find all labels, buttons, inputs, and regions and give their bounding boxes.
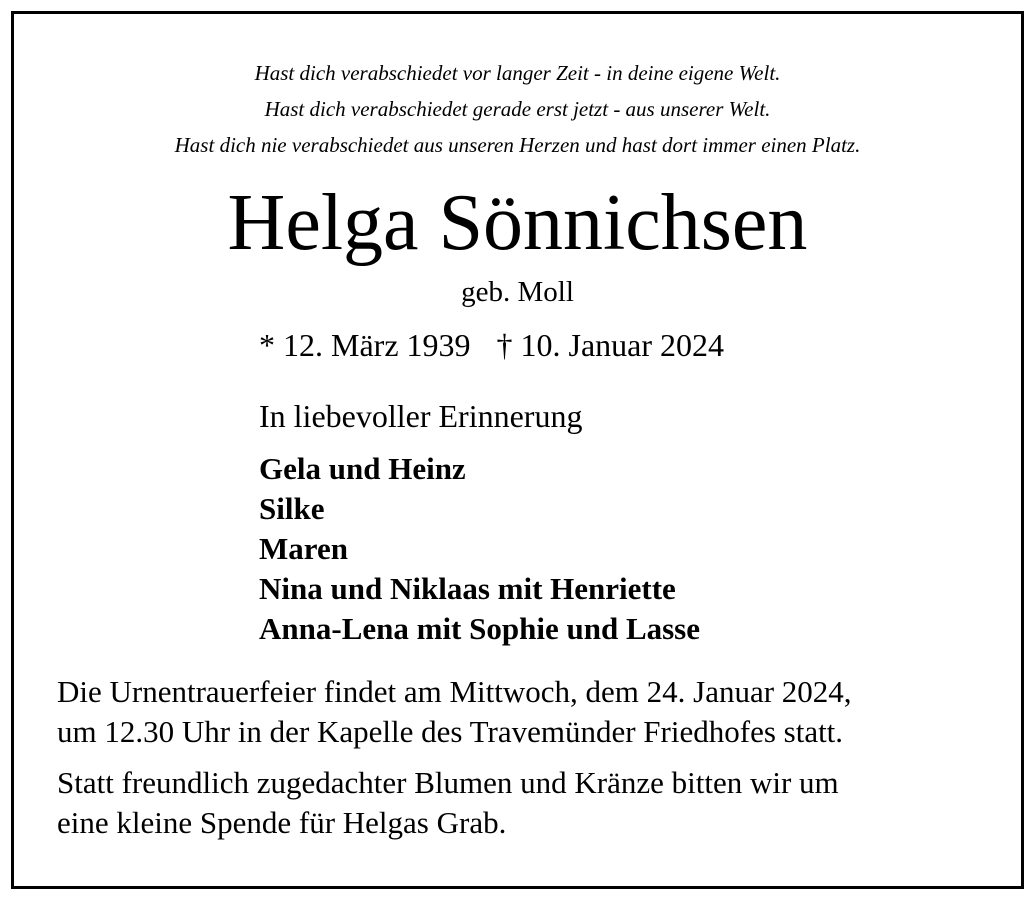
deceased-name: Helga Sönnichsen bbox=[227, 179, 808, 267]
motto-line: Hast dich verabschiedet gerade erst jetzt - aus unserer Welt. bbox=[264, 97, 771, 121]
mourner-name: Maren bbox=[259, 531, 348, 566]
death-date: † 10. Januar 2024 bbox=[496, 327, 725, 363]
service-notice bbox=[57, 672, 852, 752]
donation-notice bbox=[57, 763, 839, 843]
motto-line: Hast dich verabschiedet vor langer Zeit - in deine eigene Welt. bbox=[254, 61, 781, 85]
donation-notice-line: eine kleine Spende für Helgas Grab. bbox=[57, 805, 507, 840]
service-notice-line: Die Urnentrauerfeier findet am Mittwoch, dem 24. Januar 2024, bbox=[57, 674, 852, 709]
mourners-list bbox=[259, 449, 700, 649]
motto-verse bbox=[0, 55, 1035, 163]
life-dates bbox=[259, 323, 724, 367]
birth-date: * 12. März 1939 bbox=[259, 327, 471, 363]
service-notice-line: um 12.30 Uhr in der Kapelle des Travemünder Friedhofes statt. bbox=[57, 714, 844, 749]
birth-name: geb. Moll bbox=[461, 276, 574, 308]
mourner-name: Silke bbox=[259, 491, 325, 526]
mourner-name: Nina und Niklaas mit Henriette bbox=[259, 571, 676, 606]
donation-notice-line: Statt freundlich zugedachter Blumen und Kränze bitten wir um bbox=[57, 765, 839, 800]
motto-line: Hast dich nie verabschiedet aus unseren Herzen und hast dort immer einen Platz. bbox=[174, 133, 861, 157]
memory-line: In liebevoller Erinnerung bbox=[259, 398, 583, 434]
mourner-name: Gela und Heinz bbox=[259, 451, 466, 486]
mourner-name: Anna-Lena mit Sophie und Lasse bbox=[259, 611, 701, 646]
